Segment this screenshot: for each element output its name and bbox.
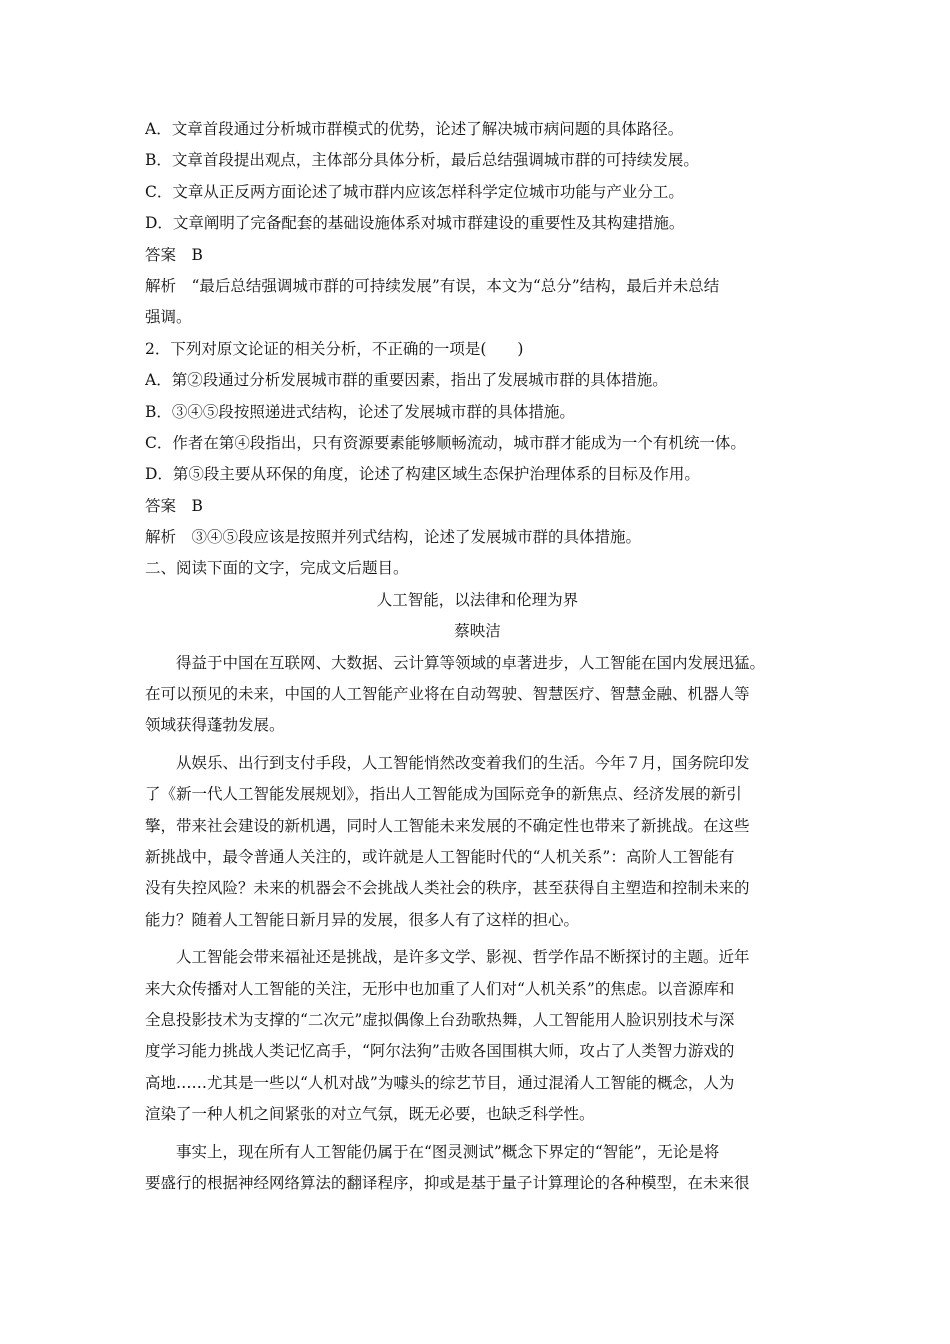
paragraph-line: 领域获得蓬勃发展。	[145, 716, 285, 735]
paragraph-line: 人工智能会带来福祉还是挑战，是许多文学、影视、哲学作品不断探讨的主题。近年	[176, 948, 750, 967]
q2-option-c: C．作者在第④段指出，只有资源要素能够顺畅流动，城市群才能成为一个有机统一体。	[145, 433, 746, 452]
paragraph-line: 新挑战中，最令普通人关注的，或许就是人工智能时代的“人机关系”：高阶人工智能有	[145, 847, 735, 866]
paragraph-line: 在可以预见的未来，中国的人工智能产业将在自动驾驶、智慧医疗、智慧金融、机器人等	[145, 685, 750, 704]
paragraph-line: 度学习能力挑战人类记忆高手，“阿尔法狗”击败各国围棋大师，攻占了人类智力游戏的	[145, 1042, 735, 1061]
q1-option-d: D．文章阐明了完备配套的基础设施体系对城市群建设的重要性及其构建措施。	[145, 214, 685, 233]
paragraph-line: 全息投影技术为支撑的“二次元”虚拟偶像上台劲歌热舞，人工智能用人脸识别技术与深	[145, 1010, 735, 1029]
paragraph-line: 能力？随着人工智能日新月异的发展，很多人有了这样的担心。	[145, 910, 580, 929]
q1-option-b: B．文章首段提出观点，主体部分具体分析，最后总结强调城市群的可持续发展。	[145, 151, 699, 170]
q2-option-d: D．第⑤段主要从环保的角度，论述了构建区域生态保护治理体系的目标及作用。	[145, 465, 700, 484]
paragraph-line: 没有失控风险？未来的机器会不会挑战人类社会的秩序，甚至获得自主塑造和控制未来的	[145, 879, 750, 898]
paragraph-line: 了《新一代人工智能发展规划》，指出人工智能成为国际竞争的新焦点、经济发展的新引	[145, 785, 742, 804]
article-author: 蔡映洁	[454, 622, 501, 641]
paragraph-line: 事实上，现在所有人工智能仍属于在“图灵测试”概念下界定的“智能”，无论是将	[176, 1142, 720, 1161]
paragraph-line: 来大众传播对人工智能的关注，无形中也加重了人们对“人机关系”的焦虑。以音源库和	[145, 979, 735, 998]
q1-answer: 答案 B	[145, 245, 203, 264]
q2-analysis: 解析 ③④⑤段应该是按照并列式结构，论述了发展城市群的具体措施。	[145, 528, 642, 547]
q1-option-c: C．文章从正反两方面论述了城市群内应该怎样科学定位城市功能与产业分工。	[145, 182, 684, 201]
paragraph-line: 高地……尤其是一些以“人机对战”为噱头的综艺节目，通过混淆人工智能的概念，人为	[145, 1073, 735, 1092]
paragraph-line: 擎，带来社会建设的新机遇，同时人工智能未来发展的不确定性也带来了新挑战。在这些	[145, 816, 750, 835]
paragraph-line: 得益于中国在互联网、大数据、云计算等领域的卓著进步，人工智能在国内发展迅猛。	[176, 653, 766, 672]
article-title: 人工智能，以法律和伦理为界	[376, 590, 579, 609]
q2-question: 2．下列对原文论证的相关分析，不正确的一项是( )	[145, 339, 524, 358]
q1-option-a: A．文章首段通过分析城市群模式的优势，论述了解决城市病问题的具体路径。	[145, 120, 684, 138]
q1-analysis-line1: 解析 “最后总结强调城市群的可持续发展”有误，本文为“总分”结构，最后并未总结	[145, 276, 720, 295]
paragraph-line: 渲染了一种人机之间紧张的对立气氛，既无必要，也缺乏科学性。	[145, 1105, 595, 1124]
q2-answer: 答案 B	[145, 496, 203, 515]
paragraph-line: 从娱乐、出行到支付手段，人工智能悄然改变着我们的生活。今年７月，国务院印发	[176, 753, 750, 772]
q1-analysis-line2: 强调。	[145, 308, 192, 327]
paragraph-line: 要盛行的根据神经网络算法的翻译程序，抑或是基于量子计算理论的各种模型，在未来很	[145, 1173, 750, 1192]
section-heading: 二、阅读下面的文字，完成文后题目。	[145, 559, 409, 578]
q2-option-a: A．第②段通过分析发展城市群的重要因素，指出了发展城市群的具体措施。	[145, 371, 668, 390]
q2-option-b: B．③④⑤段按照递进式结构，论述了发展城市群的具体措施。	[145, 402, 575, 421]
document-page	[145, 118, 810, 1203]
